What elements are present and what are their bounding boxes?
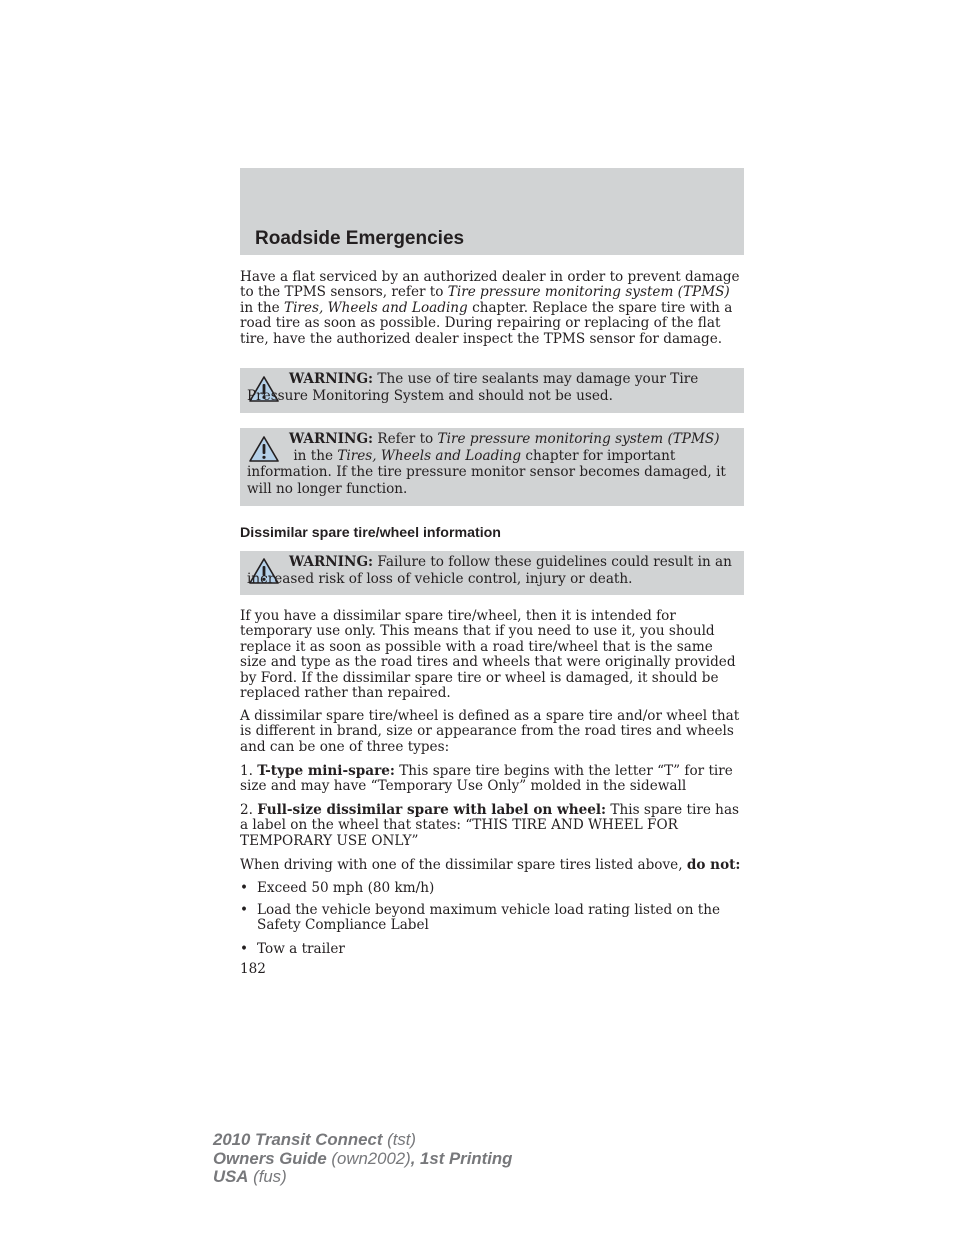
type-label: Full-size dissimilar spare with label on wheel:: [257, 802, 607, 818]
warning-text: [247, 554, 739, 587]
footer-guide: Owners Guide: [213, 1148, 327, 1168]
bullet-icon: •: [240, 902, 249, 918]
footer-code: (fus): [248, 1167, 287, 1186]
footer-code: (tst): [382, 1130, 416, 1149]
warning-label: WARNING:: [289, 431, 374, 447]
footer: [213, 1131, 512, 1187]
warning-body: chapter for important information. If the tire pressure monitor sensor becomes damaged, it will no longer function.: [247, 447, 726, 497]
driving-note: [240, 858, 742, 873]
warning-body: The use of tire sealants may damage your Tire Pressure Monitoring System and should not be used.: [247, 371, 699, 404]
warning-box: [240, 368, 744, 413]
type-number: 2.: [240, 802, 258, 818]
intro-text: Have a flat serviced by an authorized dealer in order to prevent damage to the TPMS sensors, refer to: [240, 269, 740, 301]
warning-text: [247, 431, 739, 497]
subheading: Dissimilar spare tire/wheel information: [240, 525, 501, 541]
intro-paragraph: [240, 270, 742, 347]
warning-ref-tpms: Tire pressure monitoring system (TPMS): [437, 431, 720, 447]
list-item: [240, 942, 742, 960]
intro-text: in the: [240, 299, 285, 316]
footer-market: USA: [213, 1167, 249, 1186]
definition-paragraph: A dissimilar spare tire/wheel is defined as a spare tire and/or wheel that is different in brand, size or appearance from the road tires and wheels and can be one of three types:: [240, 708, 740, 755]
intro-ref-chapter: Tires, Wheels and Loading: [284, 299, 468, 316]
intro-text: chapter. Replace the spare tire with a road tire as soon as possible. During repairing or replacing of the flat tire, have the authorized dealer inspect the TPMS sensor for damage.: [240, 299, 733, 347]
footer-printing: , 1st Printing: [410, 1148, 513, 1168]
driving-text: When driving with one of the dissimilar spare tires listed above,: [240, 857, 687, 873]
list-item: [240, 903, 742, 937]
list-item-text: Exceed 50 mph (80 km/h): [257, 880, 435, 896]
warning-body: Refer to: [373, 431, 438, 447]
type-label: T-type mini-spare:: [257, 763, 395, 779]
list-item: [240, 881, 742, 899]
warning-body: Failure to follow these guidelines could result in an increased risk of loss of vehicle control, injury or death.: [247, 554, 732, 587]
warning-body: in the: [289, 447, 338, 464]
driving-emphasis: do not:: [686, 857, 741, 873]
type-number: 1.: [240, 763, 258, 779]
warning-label: WARNING:: [289, 554, 374, 570]
warning-label: WARNING:: [289, 371, 374, 387]
intro-ref-tpms: Tire pressure monitoring system (TPMS): [447, 284, 730, 301]
type-item: [240, 764, 742, 795]
bullet-icon: •: [240, 941, 249, 957]
bullet-icon: •: [240, 880, 249, 896]
warning-text: [247, 371, 739, 404]
dissimilar-paragraph: If you have a dissimilar spare tire/wheel, then it is intended for temporary use only. This means that if you need to use it, you should replace it as soon as possible with a road tire/wheel that is the same size and type as the road tires and wheels that were originally provided by Ford. If the dissimilar spare tire or wheel is damaged, it should be replaced rather than repaired.: [240, 608, 736, 702]
footer-code: (own2002): [326, 1148, 411, 1168]
warning-box: [240, 551, 744, 595]
page-number: 182: [240, 961, 266, 977]
warning-box: [240, 428, 744, 506]
list-item-text: Load the vehicle beyond maximum vehicle load rating listed on the Safety Compliance Label: [257, 902, 721, 934]
type-item: [240, 803, 742, 849]
warning-ref-chapter: Tires, Wheels and Loading: [337, 447, 522, 464]
type-text: This spare tire has a label on the wheel that states: “THIS TIRE AND WHEEL FOR TEMPORARY USE ONLY”: [240, 802, 740, 849]
type-text: This spare tire begins with the letter “T” for tire size and may have “Temporary Use Only” molded in the sidewall: [240, 763, 733, 795]
footer-model: 2010 Transit Connect: [213, 1130, 383, 1149]
list-item-text: Tow a trailer: [257, 941, 345, 957]
section-title: Roadside Emergencies: [255, 228, 465, 249]
